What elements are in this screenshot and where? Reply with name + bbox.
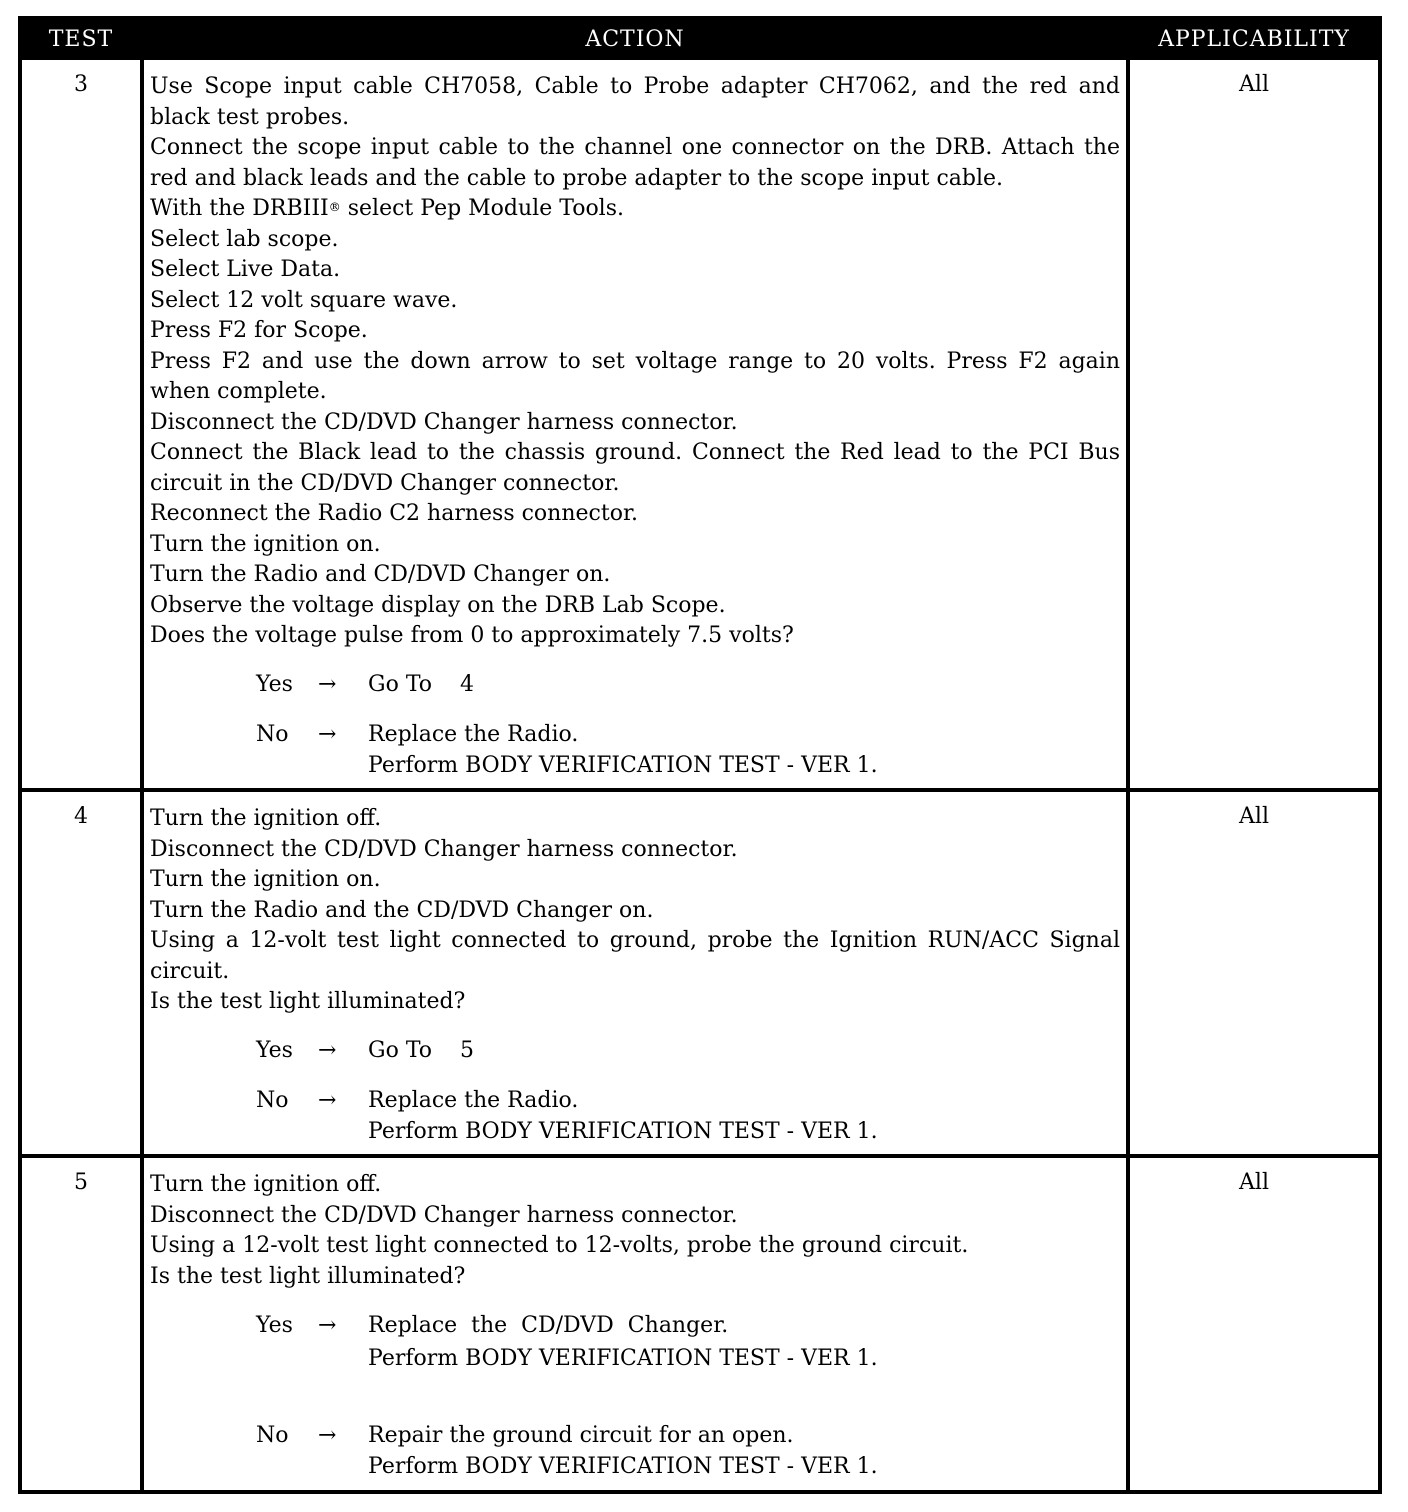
no-label: No <box>256 722 289 747</box>
column-divider <box>1126 60 1130 1490</box>
step-text: Use Scope input cable CH7058, Cable to Probe adapter CH7062, and the red and black test probes. <box>150 74 1120 130</box>
step-text: Select 12 volt square wave. <box>150 287 458 313</box>
step-text: Select lab scope. <box>150 226 339 252</box>
action-steps <box>150 804 1120 1018</box>
test-number: 4 <box>74 804 88 829</box>
table-header <box>22 20 1378 60</box>
row-divider <box>22 1154 1378 1158</box>
column-divider <box>140 60 144 1490</box>
action-steps <box>150 1170 1120 1292</box>
yes-label: Yes <box>256 1313 293 1338</box>
arrow-right-icon: → <box>318 1088 337 1113</box>
result-text: Go To 5 <box>368 1038 474 1063</box>
step-text: Does the voltage pulse from 0 to approximately 7.5 volts? <box>150 623 794 648</box>
step-text: Turn the Radio and CD/DVD Changer on. <box>150 562 611 587</box>
yes-action <box>368 1036 474 1067</box>
result-text: Perform BODY VERIFICATION TEST - VER 1. <box>368 752 878 778</box>
yes-label: Yes <box>256 672 293 697</box>
step-text: Select Live Data. <box>150 257 341 282</box>
result-text: Repair the ground circuit for an open. <box>368 1423 794 1448</box>
arrow-right-icon: → <box>318 1313 337 1338</box>
step-text: Reconnect the Radio C2 harness connector. <box>150 501 639 526</box>
result-text: Perform BODY VERIFICATION TEST - VER 1. <box>368 1453 878 1479</box>
step-text: Press F2 for Scope. <box>150 318 368 343</box>
arrow-right-icon: → <box>318 672 337 697</box>
applicability-value: All <box>1239 72 1269 97</box>
arrow-right-icon: → <box>318 722 337 747</box>
step-text: With the DRBIII® select Pep Module Tools. <box>150 196 625 221</box>
step-text: Using a 12-volt test light connected to ground, probe the Ignition RUN/ACC Signal circuit. <box>150 928 1120 984</box>
diagnostic-table <box>18 16 1382 1494</box>
result-text: Replace the Radio. <box>368 1088 579 1113</box>
result-text: Perform BODY VERIFICATION TEST - VER 1. <box>368 1345 878 1371</box>
action-steps <box>150 72 1120 652</box>
step-text: Press F2 and use the down arrow to set voltage range to 20 volts. Press F2 again when complete. <box>150 348 1120 404</box>
step-text: Disconnect the CD/DVD Changer harness connector. <box>150 1202 738 1228</box>
result-text: Go To 4 <box>368 672 474 697</box>
no-label: No <box>256 1088 289 1113</box>
test-number: 5 <box>74 1170 88 1195</box>
yes-label: Yes <box>256 1038 293 1063</box>
step-text: Using a 12-volt test light connected to 12-volts, probe the ground circuit. <box>150 1233 969 1258</box>
result-text: Perform BODY VERIFICATION TEST - VER 1. <box>368 1118 878 1144</box>
result-text: Replace the Radio. <box>368 722 579 747</box>
step-text: Disconnect the CD/DVD Changer harness connector. <box>150 836 738 862</box>
step-text: Turn the ignition off. <box>150 1172 382 1197</box>
header-test: TEST <box>48 27 114 52</box>
yes-action <box>368 670 474 701</box>
no-label: No <box>256 1423 289 1448</box>
step-text: Is the test light illuminated? <box>150 1263 466 1289</box>
applicability-value: All <box>1239 1170 1269 1195</box>
step-text: Connect the Black lead to the chassis ground. Connect the Red lead to the PCI Bus circuit in the CD/DVD Changer connector. <box>150 440 1120 496</box>
header-action: ACTION <box>585 27 685 52</box>
step-text: Turn the ignition on. <box>150 531 381 557</box>
step-text: Turn the ignition on. <box>150 867 381 892</box>
arrow-right-icon: → <box>318 1423 337 1448</box>
step-text: Disconnect the CD/DVD Changer harness connector. <box>150 409 738 435</box>
step-text: Turn the Radio and the CD/DVD Changer on. <box>150 897 654 923</box>
test-number: 3 <box>74 72 88 97</box>
no-action <box>368 1421 878 1482</box>
result-text: Replace the CD/DVD Changer. <box>368 1313 729 1338</box>
step-text: Observe the voltage display on the DRB Lab Scope. <box>150 592 726 618</box>
row-divider <box>22 788 1378 792</box>
applicability-value: All <box>1239 804 1269 829</box>
step-text: Connect the scope input cable to the channel one connector on the DRB. Attach the red and black leads and the cable to probe adapter to the scope input cable. <box>150 135 1120 191</box>
no-action <box>368 1086 878 1147</box>
arrow-right-icon: → <box>318 1038 337 1063</box>
step-text: Is the test light illuminated? <box>150 989 466 1014</box>
yes-action <box>368 1311 878 1374</box>
header-applicability: APPLICABILITY <box>1158 27 1350 52</box>
step-text: Turn the ignition off. <box>150 806 382 831</box>
no-action <box>368 720 878 781</box>
